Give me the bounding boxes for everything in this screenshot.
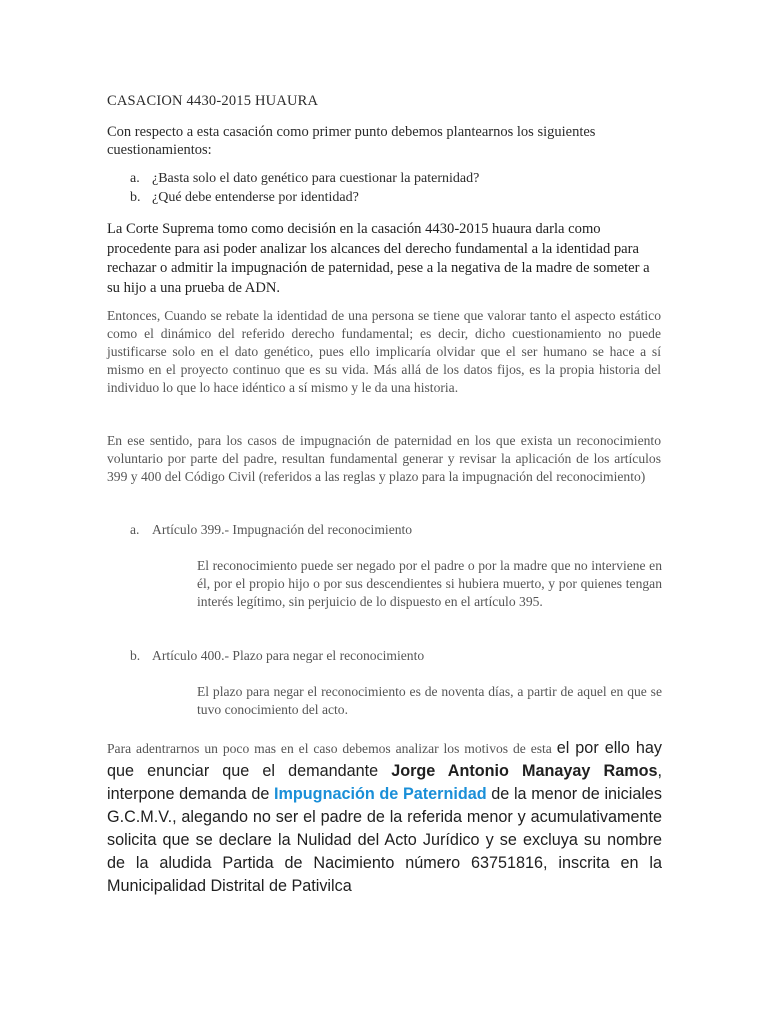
question-text: ¿Qué debe entenderse por identidad?: [152, 190, 359, 205]
case-lead-text: Para adentrarnos un poco mas en el caso debemos analizar los motivos de esta: [107, 741, 557, 756]
list-marker: b.: [130, 190, 141, 205]
article-quote: El plazo para negar el reconocimiento es de noventa días, a partir de aquel en que se tuvo conocimiento del acto.: [197, 684, 662, 717]
decision-paragraph: La Corte Suprema tomo como decisión en la casación 4430-2015 huaura darla como procedente para asi poder analizar los alcances del derecho fundamental a la identidad para rechazar o admitir la impugnación de paternidad, pese a la negativa de la madre de someter a su hijo a una prueba de ADN.: [107, 221, 650, 296]
article-title: Artículo 399.- Impugnación del reconocimiento: [152, 522, 413, 537]
articles-intro-paragraph: En ese sentido, para los casos de impugnación de paternidad en los que exista un reconocimiento voluntario por parte del padre, resultan fundamental generar y revisar la aplicación de los artículos 399 y 400 del Código Civil (referidos a las reglas y plazo para la impugnación del reconocimiento): [107, 433, 661, 484]
question-item: [130, 171, 479, 187]
question-item: [130, 190, 359, 206]
list-marker: a.: [130, 522, 140, 537]
article-title: Artículo 400.- Plazo para negar el reconocimiento: [152, 648, 425, 663]
list-marker: a.: [130, 171, 140, 186]
case-paragraph: [107, 737, 662, 898]
intro-paragraph: Con respecto a esta casación como primer punto debemos plantearnos los siguientes cuestionamientos:: [107, 124, 596, 158]
identity-paragraph: Entonces, Cuando se rebate la identidad de una persona se tiene que valorar tanto el aspecto estático como el dinámico del referido derecho fundamental; es decir, dicho cuestionamiento no puede justificarse solo en el dato genético, pues ello implicaría olvidar que el ser humano se hace a sí mismo en el proyecto continuo que es su vida. Más allá de los datos fijos, es la propia historia del individuo lo que lo hace idéntico a sí mismo y le da una historia.: [107, 308, 661, 395]
question-text: ¿Basta solo el dato genético para cuestionar la paternidad?: [152, 171, 480, 186]
case-text: de la menor de iniciales G.C.M.V., alegando no ser el padre de la referida menor y acumulativamente solicita que se declare la Nulidad del Acto Jurídico y se excluya su nombre de la aludida Partida de Nacimiento número 63751816, inscrita en la Municipalidad Distrital de Pativilca: [107, 785, 663, 895]
list-marker: b.: [130, 648, 141, 663]
article-heading: [130, 522, 412, 538]
case-text: el por ello hay que enunciar que el demandante: [107, 739, 662, 780]
article-heading: [130, 648, 424, 664]
document-title: CASACION 4430-2015 HUAURA: [107, 93, 319, 109]
plaintiff-name: Jorge Antonio Manayay Ramos: [391, 762, 658, 780]
article-quote: El reconocimiento puede ser negado por el padre o por la madre que no interviene en él, por el propio hijo o por sus descendientes si hubiera muerto, y por quienes tengan interés legítimo, sin perjuicio de lo dispuesto en el artículo 395.: [197, 558, 662, 609]
case-text: , interpone demanda de: [107, 762, 662, 803]
impugnacion-link[interactable]: Impugnación de Paternidad: [274, 785, 487, 803]
